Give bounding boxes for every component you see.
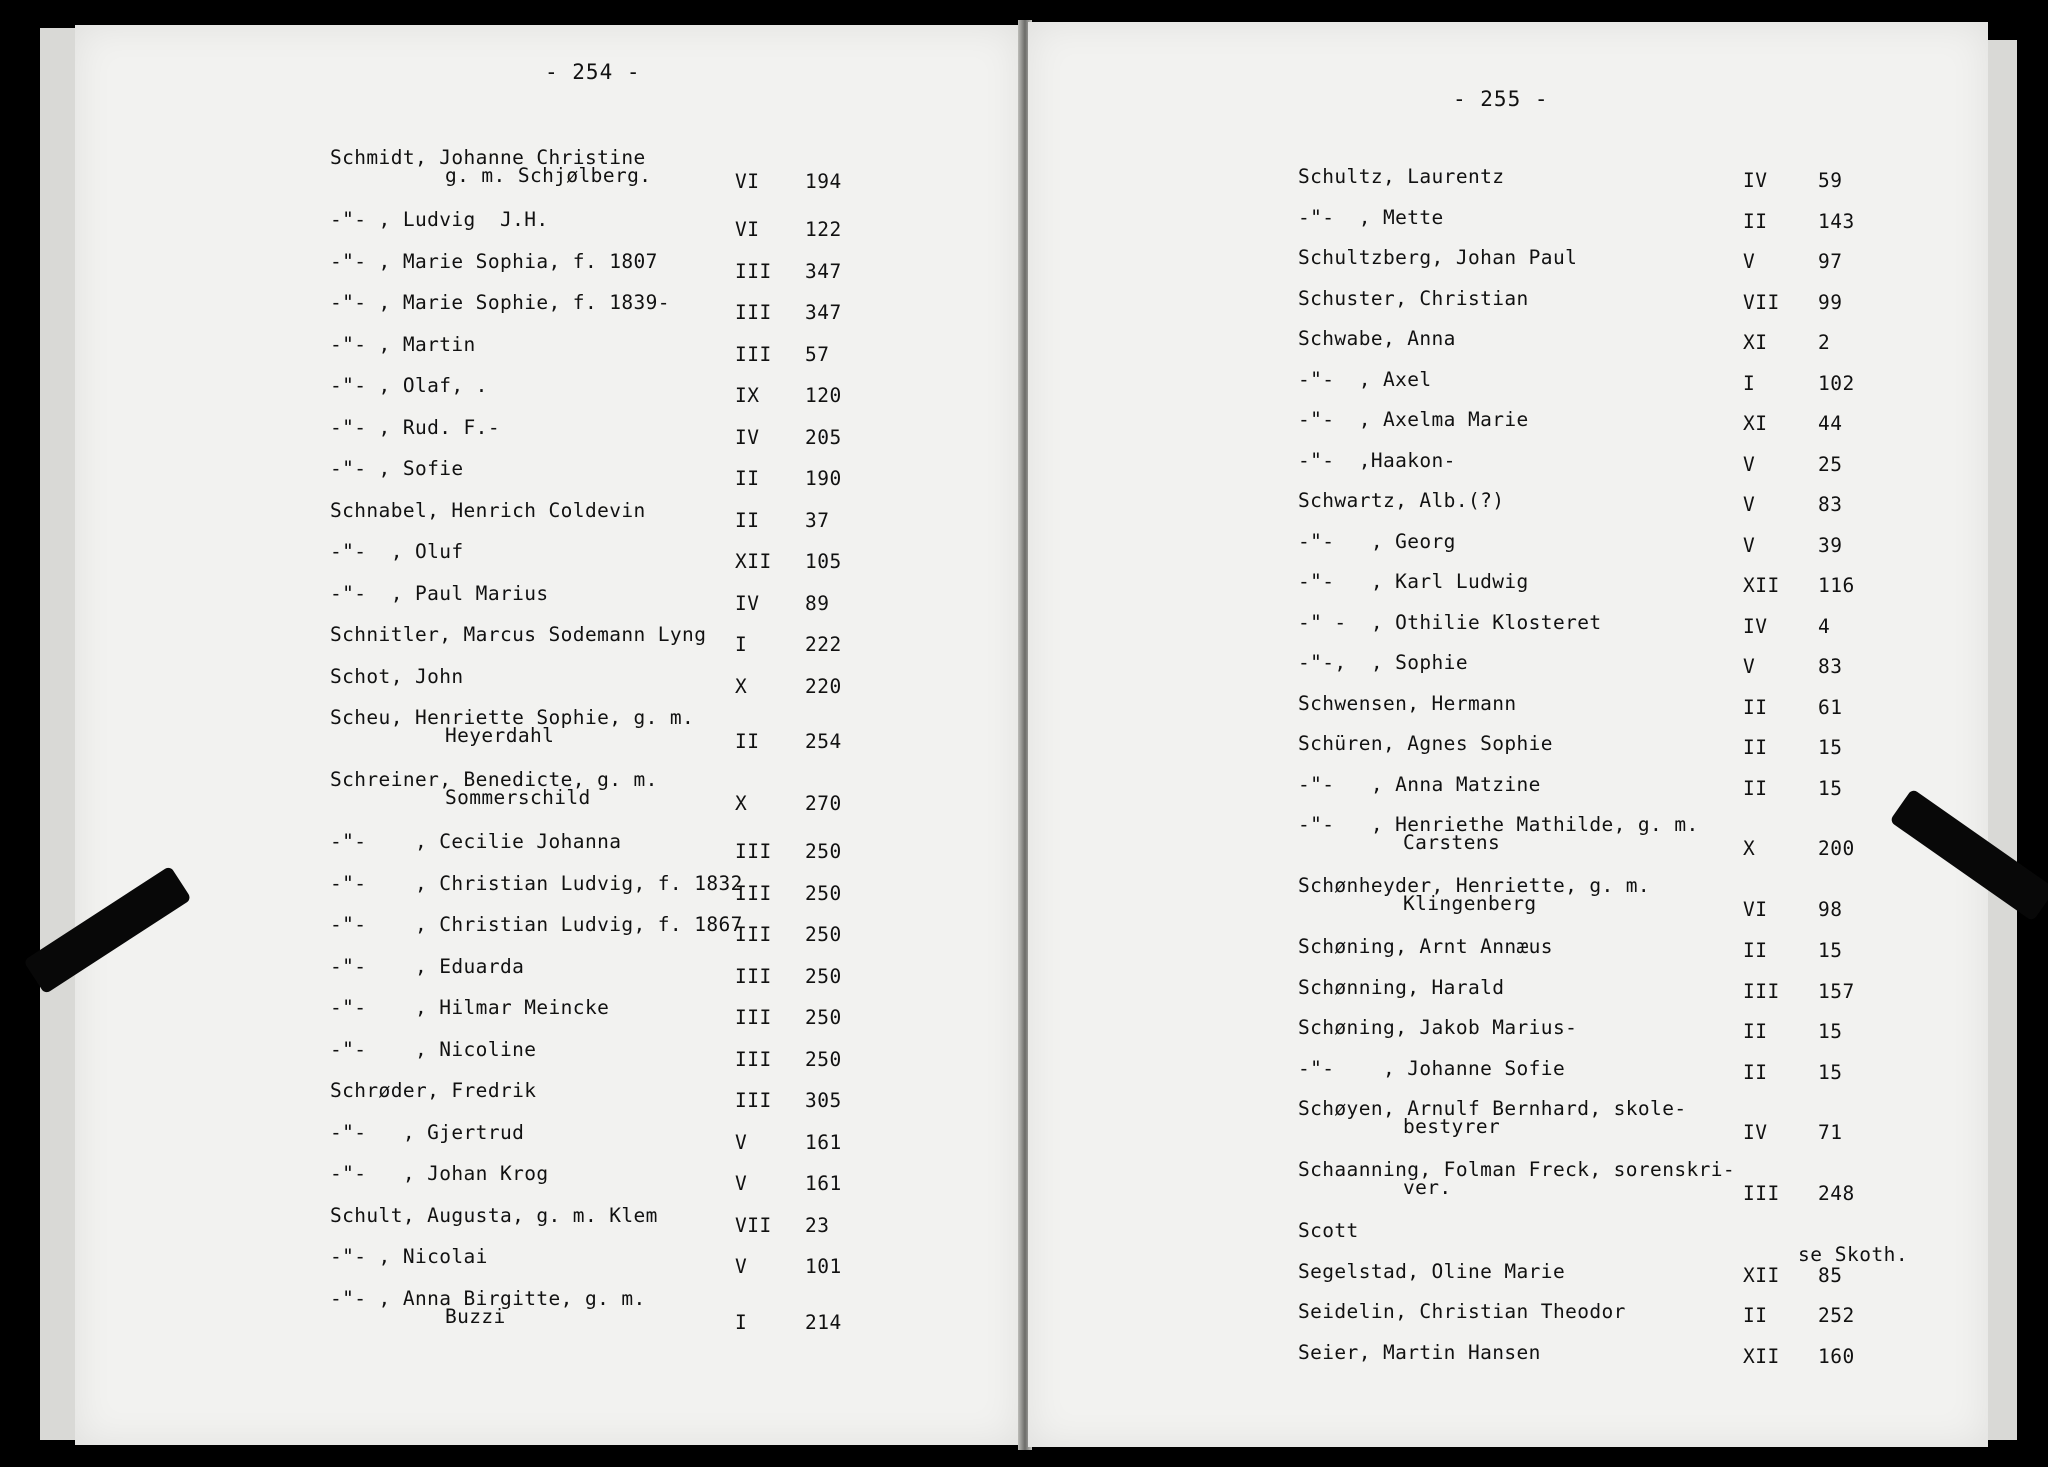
entry-page: 89 [805,591,830,615]
entry-volume: II [1743,1304,1768,1327]
entry-name: -"-, , Sophie [1298,651,1468,674]
entry-page: 122 [805,218,842,241]
entry-page: 39 [1818,533,1843,557]
entry-name: -"- , Olaf, . [330,374,488,397]
entry-name: Schuster, Christian [1298,286,1529,310]
entry-volume: III [735,301,772,324]
entry-name: Schot, John [330,664,464,688]
entry-name-continued: Heyerdahl [445,724,555,747]
entry-volume: V [1743,250,1756,273]
entry-volume: IV [1743,614,1768,638]
entry-volume: X [735,792,748,815]
entry-volume: III [735,1089,772,1112]
entry-page: 347 [805,259,842,283]
entry-name: Schult, Augusta, g. m. Klem [330,1203,658,1227]
entry-page: 23 [805,1213,830,1237]
entry-page: 250 [805,964,842,988]
entry-volume: XII [735,550,772,573]
entry-name: -"- , Johan Krog [330,1162,549,1185]
entry-volume: I [735,633,748,656]
entry-name: -"- , Axel [1298,367,1432,391]
entry-volume: II [1743,776,1768,800]
entry-page: 71 [1818,1121,1843,1144]
entry-volume: XII [1743,1263,1780,1287]
entry-name: -"- , Hilmar Meincke [330,996,610,1019]
entry-name: Schwartz, Alb.(?) [1298,489,1505,512]
entry-page: 161 [805,1130,842,1154]
entry-name: -"- , Georg [1298,529,1456,553]
entry-name: -"- , Cecilie Johanna [330,830,622,853]
entry-name: Schultzberg, Johan Paul [1298,246,1578,269]
entry-volume: II [1743,939,1768,962]
entry-page: 97 [1818,250,1843,273]
entry-name: -"- , Marie Sophie, f. 1839- [330,291,670,314]
entry-volume: III [735,964,772,988]
entry-name: -"- , Martin [330,332,476,356]
entry-name: -"- , Nicolai [330,1245,488,1268]
entry-name: -"- , Karl Ludwig [1298,570,1529,593]
page-number-left: - 254 - [545,60,641,84]
entry-volume: XI [1743,412,1768,435]
entry-volume: II [735,467,760,490]
entry-page: 161 [805,1172,842,1195]
entry-page: 250 [805,881,842,905]
left-page [75,25,1020,1445]
entry-volume: II [735,508,760,532]
entry-page: 85 [1818,1263,1843,1287]
entry-name: Schøning, Jakob Marius- [1298,1016,1578,1039]
entry-volume: IV [1743,169,1768,192]
entry-page: 15 [1818,939,1843,962]
entry-page: 99 [1818,290,1843,314]
entry-name: -"- , Rud. F.- [330,415,500,439]
entry-volume: III [1743,1182,1780,1205]
entry-name: -"- , Ludvig J.H. [330,208,549,231]
entry-name: -"- , Marie Sophia, f. 1807 [330,249,658,273]
entry-name: Schøyen, Arnulf Bernhard, skole- [1298,1097,1687,1120]
entry-name: -"- , Johanne Sofie [1298,1056,1566,1080]
entry-volume: V [735,1130,748,1154]
entry-page: 222 [805,633,842,656]
entry-volume: III [735,1006,772,1029]
entry-name: Seier, Martin Hansen [1298,1340,1541,1364]
entry-page: 59 [1818,169,1843,192]
entry-name: Schreiner, Benedicte, g. m. [330,768,658,791]
entry-page: 57 [805,342,830,366]
entry-name: -"- , Gjertrud [330,1120,525,1144]
entry-name: -"- , Mette [1298,205,1444,229]
entry-page: 143 [1818,209,1855,233]
entry-page: 37 [805,508,830,532]
entry-name: Schüren, Agnes Sophie [1298,732,1553,755]
entry-name-continued: Carstens [1403,831,1501,854]
entry-name-continued: Klingenberg [1403,892,1537,915]
entry-page: 98 [1818,898,1843,921]
entry-volume: XII [1743,574,1780,597]
entry-volume: VI [735,170,760,193]
entry-volume: I [1743,371,1756,395]
entry-volume: VI [735,218,760,241]
entry-name: Schultz, Laurentz [1298,165,1505,188]
entry-volume: III [735,923,772,946]
entry-name: Seidelin, Christian Theodor [1298,1300,1626,1323]
entry-name: Schøning, Arnt Annæus [1298,935,1553,958]
entry-name: -" - , Othilie Klosteret [1298,610,1602,634]
entry-page: 220 [805,674,842,698]
entry-page: 190 [805,467,842,490]
entry-page: 248 [1818,1182,1855,1205]
entry-page: 15 [1818,776,1843,800]
entry-volume: III [1743,979,1780,1003]
entry-name: Schaanning, Folman Freck, sorenskri- [1298,1158,1736,1181]
entry-page: 347 [805,301,842,324]
entry-volume: V [735,1255,748,1278]
entry-name: -"- , Henriethe Mathilde, g. m. [1298,813,1699,836]
entry-page: 157 [1818,979,1855,1003]
entry-page: 270 [805,792,842,815]
entry-page: 4 [1818,614,1831,638]
entry-cross-reference: se Skoth. [1798,1243,1909,1266]
entry-page: 25 [1818,452,1843,476]
entry-page: 252 [1818,1304,1855,1327]
entry-page: 205 [805,425,842,449]
entry-volume: II [735,730,760,753]
entry-volume: III [735,259,772,283]
entry-page: 83 [1818,655,1843,678]
entry-name: -"- , Christian Ludvig, f. 1832 [330,871,743,895]
right-page [1028,22,1988,1447]
entry-name: Schnabel, Henrich Coldevin [330,498,646,522]
entry-name: -"- , Paul Marius [330,581,549,605]
entry-page: 250 [805,1006,842,1029]
entry-page: 61 [1818,695,1843,719]
entry-page: 15 [1818,736,1843,759]
entry-page: 250 [805,1047,842,1071]
entry-name: -"- , Anna Birgitte, g. m. [330,1286,646,1310]
entry-name: Schønning, Harald [1298,975,1505,999]
entry-volume: II [1743,695,1768,719]
entry-name: Schwensen, Hermann [1298,691,1517,715]
entry-name: Scheu, Henriette Sophie, g. m. [330,706,695,729]
entry-volume: III [735,1047,772,1071]
entry-volume: VII [735,1213,772,1237]
entry-name: -"- , Christian Ludvig, f. 1867 [330,913,743,936]
entry-volume: V [735,1172,748,1195]
page-stack-left [40,28,80,1440]
entry-name: -"- ,Haakon- [1298,448,1456,472]
entry-page: 102 [1818,371,1855,395]
entry-name: Segelstad, Oline Marie [1298,1259,1566,1283]
entry-name: -"- , Oluf [330,540,464,563]
entry-page: 116 [1818,574,1855,597]
entry-name: Schrøder, Fredrik [330,1079,537,1102]
entry-volume: IV [1743,1121,1768,1144]
entry-volume: V [1743,493,1756,516]
entry-volume: VI [1743,898,1768,921]
entry-page: 250 [805,840,842,863]
entry-volume: X [1743,837,1756,860]
entry-volume: XII [1743,1344,1780,1368]
entry-name: Schwabe, Anna [1298,327,1456,350]
entry-page: 101 [805,1255,842,1278]
entry-page: 250 [805,923,842,946]
entry-volume: V [1743,655,1756,678]
page-number-right: - 255 - [1453,87,1549,111]
entry-page: 305 [805,1089,842,1112]
entry-name: -"- , Anna Matzine [1298,772,1541,796]
entry-name-continued: Sommerschild [445,786,591,809]
entry-page: 254 [805,730,842,753]
entry-page: 2 [1818,331,1831,354]
entry-page: 15 [1818,1060,1843,1084]
entry-name-continued: Buzzi [445,1304,506,1328]
page-stack-right [1985,40,2017,1440]
entry-name: Schønheyder, Henriette, g. m. [1298,874,1651,897]
entry-volume: IV [735,425,760,449]
entry-volume: V [1743,452,1756,476]
entry-volume: VII [1743,290,1780,314]
entry-page: 214 [805,1310,842,1334]
entry-name: Scott [1298,1219,1359,1242]
entry-name-continued: bestyrer [1403,1115,1501,1138]
entry-volume: II [1743,209,1768,233]
entry-name: -"- , Eduarda [330,954,525,978]
entry-name: Schnitler, Marcus Sodemann Lyng [330,623,707,646]
entry-volume: III [735,342,772,366]
entry-volume: V [1743,533,1756,557]
entry-volume: II [1743,1020,1768,1043]
entry-volume: I [735,1310,748,1334]
entry-page: 194 [805,170,842,193]
entry-page: 15 [1818,1020,1843,1043]
entry-page: 120 [805,384,842,407]
entry-volume: IX [735,384,760,407]
entry-volume: II [1743,736,1768,759]
entry-volume: III [735,840,772,863]
entry-volume: II [1743,1060,1768,1084]
entry-name-continued: g. m. Schjølberg. [445,164,652,187]
entry-page: 105 [805,550,842,573]
entry-name: -"- , Nicoline [330,1037,537,1061]
entry-name: Schmidt, Johanne Christine [330,146,646,169]
entry-name-continued: ver. [1403,1176,1452,1199]
entry-name: -"- , Sofie [330,457,464,480]
entry-page: 200 [1818,837,1855,860]
entry-volume: XI [1743,331,1768,354]
entry-name: -"- , Axelma Marie [1298,408,1529,431]
entry-volume: X [735,674,748,698]
entry-page: 160 [1818,1344,1855,1368]
entry-volume: IV [735,591,760,615]
entry-page: 83 [1818,493,1843,516]
entry-page: 44 [1818,412,1843,435]
entry-volume: III [735,881,772,905]
